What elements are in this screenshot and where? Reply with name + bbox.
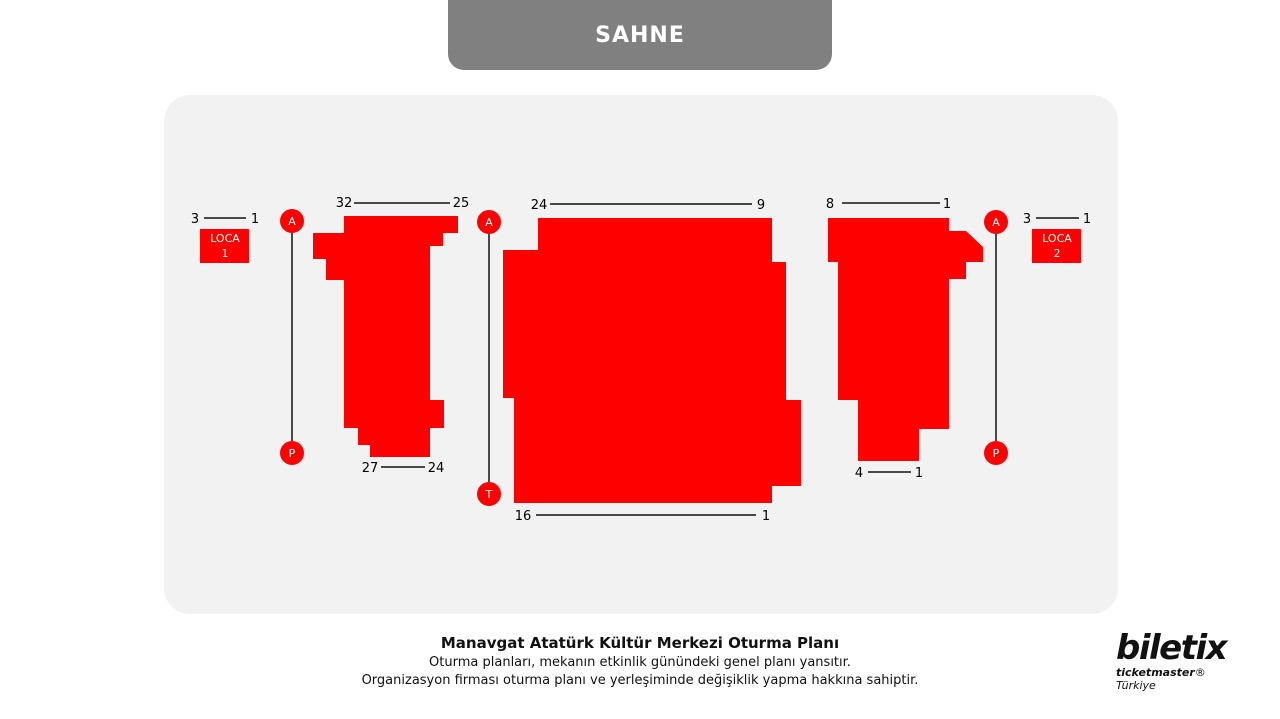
section-left[interactable] [313,216,458,457]
caption-line-1: Oturma planları, mekanın etkinlik günündeki genel planı yansıtır. [429,655,851,670]
right-top-right-num: 1 [942,197,952,212]
loca1-right-num: 1 [250,212,260,227]
loca2-right-num: 1 [1082,212,1092,227]
loca2-label: LOCA [1042,232,1072,245]
section-center[interactable] [503,218,801,503]
right-bottom-right-num: 1 [914,466,924,481]
left-a-label: A [288,215,296,228]
center-a-label: A [485,216,493,229]
center-top-left-num: 24 [530,198,548,213]
caption-title: Manavgat Atatürk Kültür Merkezi Oturma Planı [440,634,840,652]
left-top-right-num: 25 [452,196,470,211]
loca1-label: LOCA [210,232,240,245]
left-bottom-left-num: 27 [361,461,379,476]
center-bottom-left-num: 16 [514,509,532,524]
center-bottom-right-num: 1 [761,509,771,524]
caption-line-2: Organizasyon firması oturma planı ve yerleşiminde değişiklik yapma hakkına sahiptir. [361,673,919,688]
logo-brand: biletix [1116,628,1227,668]
biletix-logo [1116,628,1246,692]
left-bottom-right-num: 24 [427,461,445,476]
right-p-label: P [992,447,1000,460]
loca1-number: 1 [221,247,229,260]
logo-sub [1116,666,1246,692]
left-p-label: P [288,447,296,460]
logo-sub-rest: ® Türkiye [1116,666,1206,692]
caption [300,634,980,690]
right-top-left-num: 8 [825,197,835,212]
section-right[interactable] [828,218,983,461]
loca1-left-num: 3 [190,212,200,227]
left-top-left-num: 32 [335,196,353,211]
loca2-left-num: 3 [1022,212,1032,227]
loca2-number: 2 [1053,247,1061,260]
right-bottom-left-num: 4 [854,466,864,481]
center-t-label: T [485,488,493,501]
logo-sub-bold: ticketmaster [1116,666,1195,679]
center-top-right-num: 9 [756,198,766,213]
stage-label: SAHNE [595,22,685,48]
right-a-label: A [992,216,1000,229]
